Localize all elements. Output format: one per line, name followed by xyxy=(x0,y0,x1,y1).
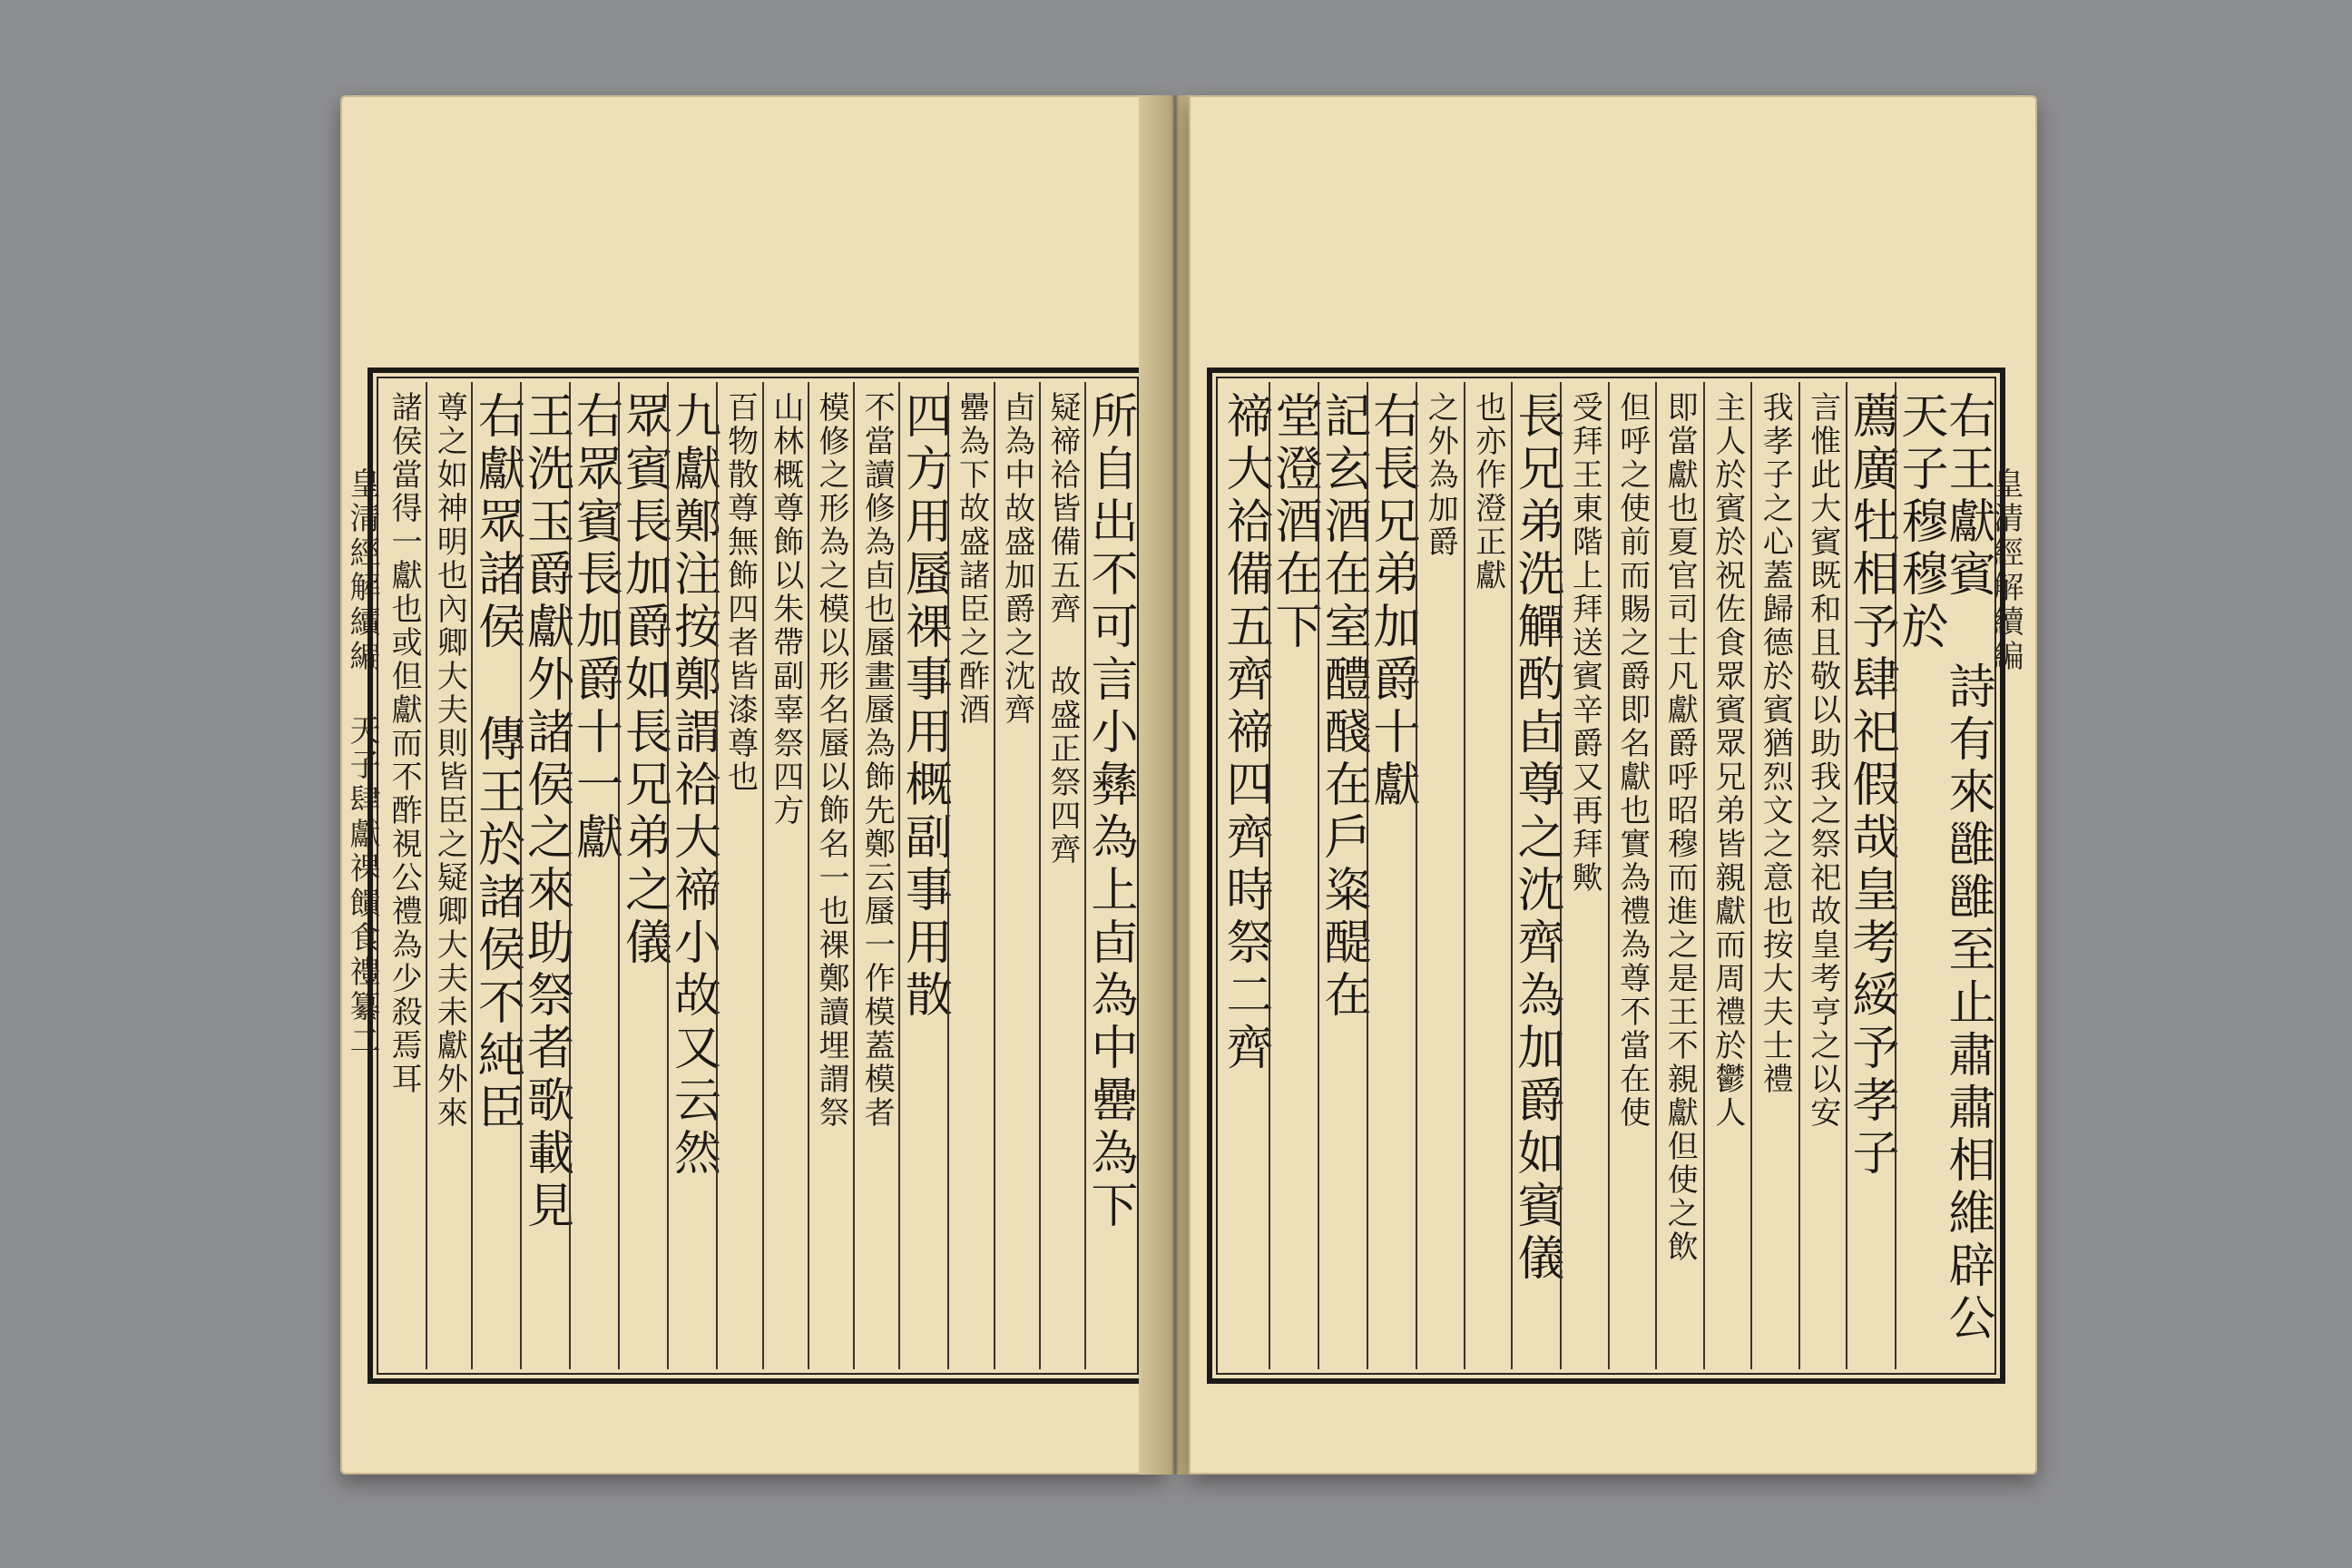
right-spine-label: 皇清經解續編 xyxy=(1987,467,2024,674)
right-column-13: 記玄酒在室醴醆在戶粢醍在 xyxy=(1318,382,1367,1369)
left-column-4: 罍為下故盛諸臣之酢酒 xyxy=(947,382,993,1369)
right-columns xyxy=(1218,382,1994,1369)
right-column-9: 長兄弟洗觶酌卣尊之沈齊為加爵如賓儀 xyxy=(1511,382,1560,1369)
right-column-15: 禘大祫備五齊禘四齊時祭二齊 xyxy=(1218,391,1272,1075)
left-column-11: 眾賓長加爵如長兄弟之儀 xyxy=(618,382,667,1369)
right-column-12: 右長兄弟加爵十獻 xyxy=(1367,382,1416,1369)
left-column-6: 不當讀修為卣也蜃畫蜃為飾先鄭云蜃一作模蓋模者 xyxy=(853,382,898,1369)
left-column-16: 諸侯當得一獻也或但獻而不酢視公禮為少殺焉耳 xyxy=(386,391,423,1096)
left-column-10: 九獻鄭注按鄭謂祫大禘小故又云然 xyxy=(667,382,716,1369)
left-spine-label: 皇清經解續編 天子肆獻祼饋食禮纂二 xyxy=(344,467,380,1059)
right-column-4: 我孝子之心蓋歸德於賓猶烈文之意也按大夫士禮 xyxy=(1750,382,1798,1369)
left-column-8: 山林概尊飾以朱帶副辜祭四方 xyxy=(762,382,808,1369)
open-book xyxy=(340,95,2037,1475)
left-columns xyxy=(382,382,1137,1369)
left-column-7: 模修之形為之模以形名蜃以飾名一也祼鄭讀埋謂祭 xyxy=(808,382,853,1369)
right-column-2: 薦廣牡相予肆祀假哉皇考綏予孝子 xyxy=(1846,382,1895,1369)
right-column-7: 但呼之使前而賜之爵即名獻也實為禮為尊不當在使 xyxy=(1608,382,1656,1369)
left-column-5: 四方用蜃祼事用概副事用散 xyxy=(898,382,947,1369)
left-column-12: 右眾賓長加爵十一獻 xyxy=(569,382,618,1369)
left-column-15: 尊之如神明也內卿大夫則皆臣之疑卿大夫未獻外來 xyxy=(426,382,471,1369)
right-column-8: 受拜王東階上拜送賓辛爵又再拜歟 xyxy=(1560,382,1608,1369)
left-column-9: 百物散尊無飾四者皆漆尊也 xyxy=(716,382,761,1369)
left-column-2: 疑禘祫皆備五齊 故盛正祭四齊 xyxy=(1039,382,1084,1369)
right-text-block xyxy=(1207,368,2005,1384)
left-text-block xyxy=(368,368,1148,1384)
left-column-3: 卣為中故盛加爵之沈齊 xyxy=(994,382,1039,1369)
left-column-1: 所自出不可言小彝為上卣為中罍為下 xyxy=(1084,382,1133,1369)
right-page xyxy=(1189,95,2037,1475)
left-column-14: 右獻眾諸侯 傳王於諸侯不純臣 xyxy=(471,382,520,1369)
right-column-14: 堂澄酒在下 xyxy=(1269,382,1318,1369)
left-column-13: 王洗玉爵獻外諸侯之來助祭者歌載見 xyxy=(520,382,569,1369)
right-column-11: 之外為加爵 xyxy=(1416,382,1464,1369)
right-column-6: 即當獻也夏官司士凡獻爵呼昭穆而進之是王不親獻但使之飲 xyxy=(1655,382,1703,1369)
right-column-10: 也亦作澄正獻 xyxy=(1464,382,1512,1369)
left-page xyxy=(340,95,1166,1475)
right-column-3: 言惟此大賓既和且敬以助我之祭祀故皇考亨之以安 xyxy=(1798,382,1847,1369)
right-column-5: 主人於賓於祝佐食眾賓眾兄弟皆親獻而周禮於鬱人 xyxy=(1703,382,1751,1369)
right-column-1: 右王獻賓 詩有來雝雝至止肅肅相維辟公天子穆穆於 xyxy=(1895,382,1991,1369)
